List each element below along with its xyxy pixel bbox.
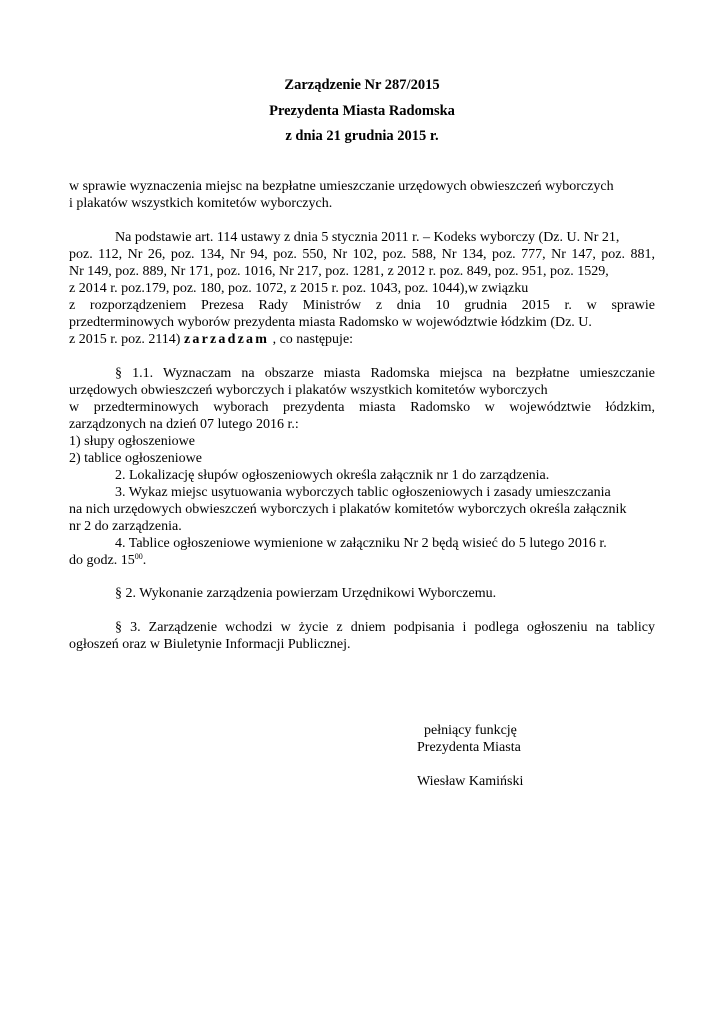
signature-role-line-1: pełniący funkcję xyxy=(424,723,517,738)
section1-point-4-line-2 xyxy=(69,552,146,569)
preamble-line-7 xyxy=(69,331,353,348)
section2-text: § 2. Wykonanie zarządzenia powierzam Urzędnikowi Wyborczemu. xyxy=(115,586,497,601)
preamble-line-3: Nr 149, poz. 889, Nr 171, poz. 1016, Nr 217, poz. 1281, z 2012 r. poz. 849, poz. 951, poz. 1529, xyxy=(69,264,609,279)
section1-point-3-line-3: nr 2 do zarządzenia. xyxy=(69,519,182,534)
section1-point-2: 2. Lokalizację słupów ogłoszeniowych określa załącznik nr 1 do zarządzenia. xyxy=(115,468,550,483)
list-item-boards: 2) tablice ogłoszeniowe xyxy=(69,451,202,466)
document-title: Zarządzenie Nr 287/2015 xyxy=(284,77,440,93)
preamble-line-2: poz. 112, Nr 26, poz. 134, Nr 94, poz. 550, Nr 102, poz. 588, Nr 134, poz. 777, Nr 147, poz. 881, xyxy=(69,247,655,262)
preamble-citation: z 2015 r. poz. 2114) xyxy=(69,332,184,347)
section3-line-1: § 3. Zarządzenie wchodzi w życie z dniem podpisania i podlega ogłoszeniu na tablicy xyxy=(115,620,655,635)
section1-line-4: zarządzonych na dzień 07 lutego 2016 r.: xyxy=(69,417,299,432)
decision-word: zarzadzam xyxy=(183,332,270,347)
deadline-hour: do godz. 15 xyxy=(69,553,135,568)
section3-line-2: ogłoszeń oraz w Biuletynie Informacji Publicznej. xyxy=(69,637,351,652)
list-item-posts: 1) słupy ogłoszeniowe xyxy=(69,434,195,449)
signature-role-line-2: Prezydenta Miasta xyxy=(417,740,521,755)
signature-name: Wiesław Kamiński xyxy=(417,774,524,789)
section1-line-3: w przedterminowych wyborach prezydenta miasta Radomsko w województwie łódzkim, xyxy=(69,400,655,415)
section1-line-1: § 1.1. Wyznaczam na obszarze miasta Radomska miejsca na bezpłatne umieszczanie xyxy=(115,366,655,381)
preamble-line-6: przedterminowych wyborów prezydenta miasta Radomsko w województwie łódzkim (Dz. U. xyxy=(69,315,592,330)
deadline-minutes: 00 xyxy=(134,552,143,561)
section1-point-3-line-2: na nich urzędowych obwieszczeń wyborczych i plakatów komitetów wyborczych określa załącznik xyxy=(69,502,627,517)
section1-line-2: urzędowych obwieszczeń wyborczych i plakatów wszystkich komitetów wyborczych xyxy=(69,383,548,398)
preamble-line-4: z 2014 r. poz.179, poz. 180, poz. 1072, z 2015 r. poz. 1043, poz. 1044),w związku xyxy=(69,281,529,296)
preamble-line-1: Na podstawie art. 114 ustawy z dnia 5 stycznia 2011 r. – Kodeks wyborczy (Dz. U. Nr 21, xyxy=(115,230,620,245)
subject-line-2: i plakatów wszystkich komitetów wyborczych. xyxy=(69,196,333,211)
deadline-period: . xyxy=(142,553,147,568)
section1-point-4-line-1: 4. Tablice ogłoszeniowe wymienione w załączniku Nr 2 będą wisieć do 5 lutego 2016 r. xyxy=(115,536,607,551)
subject-line-1: w sprawie wyznaczenia miejsc na bezpłatne umieszczanie urzędowych obwieszczeń wyborczych xyxy=(69,179,614,194)
document-issuer: Prezydenta Miasta Radomska xyxy=(269,103,455,119)
document-date: z dnia 21 grudnia 2015 r. xyxy=(285,128,439,144)
section1-point-3-line-1: 3. Wykaz miejsc usytuowania wyborczych tablic ogłoszeniowych i zasady umieszczania xyxy=(115,485,611,500)
preamble-ending: , co następuje: xyxy=(269,332,354,347)
preamble-line-5: z rozporządzeniem Prezesa Rady Ministrów z dnia 10 grudnia 2015 r. w sprawie xyxy=(69,298,655,313)
